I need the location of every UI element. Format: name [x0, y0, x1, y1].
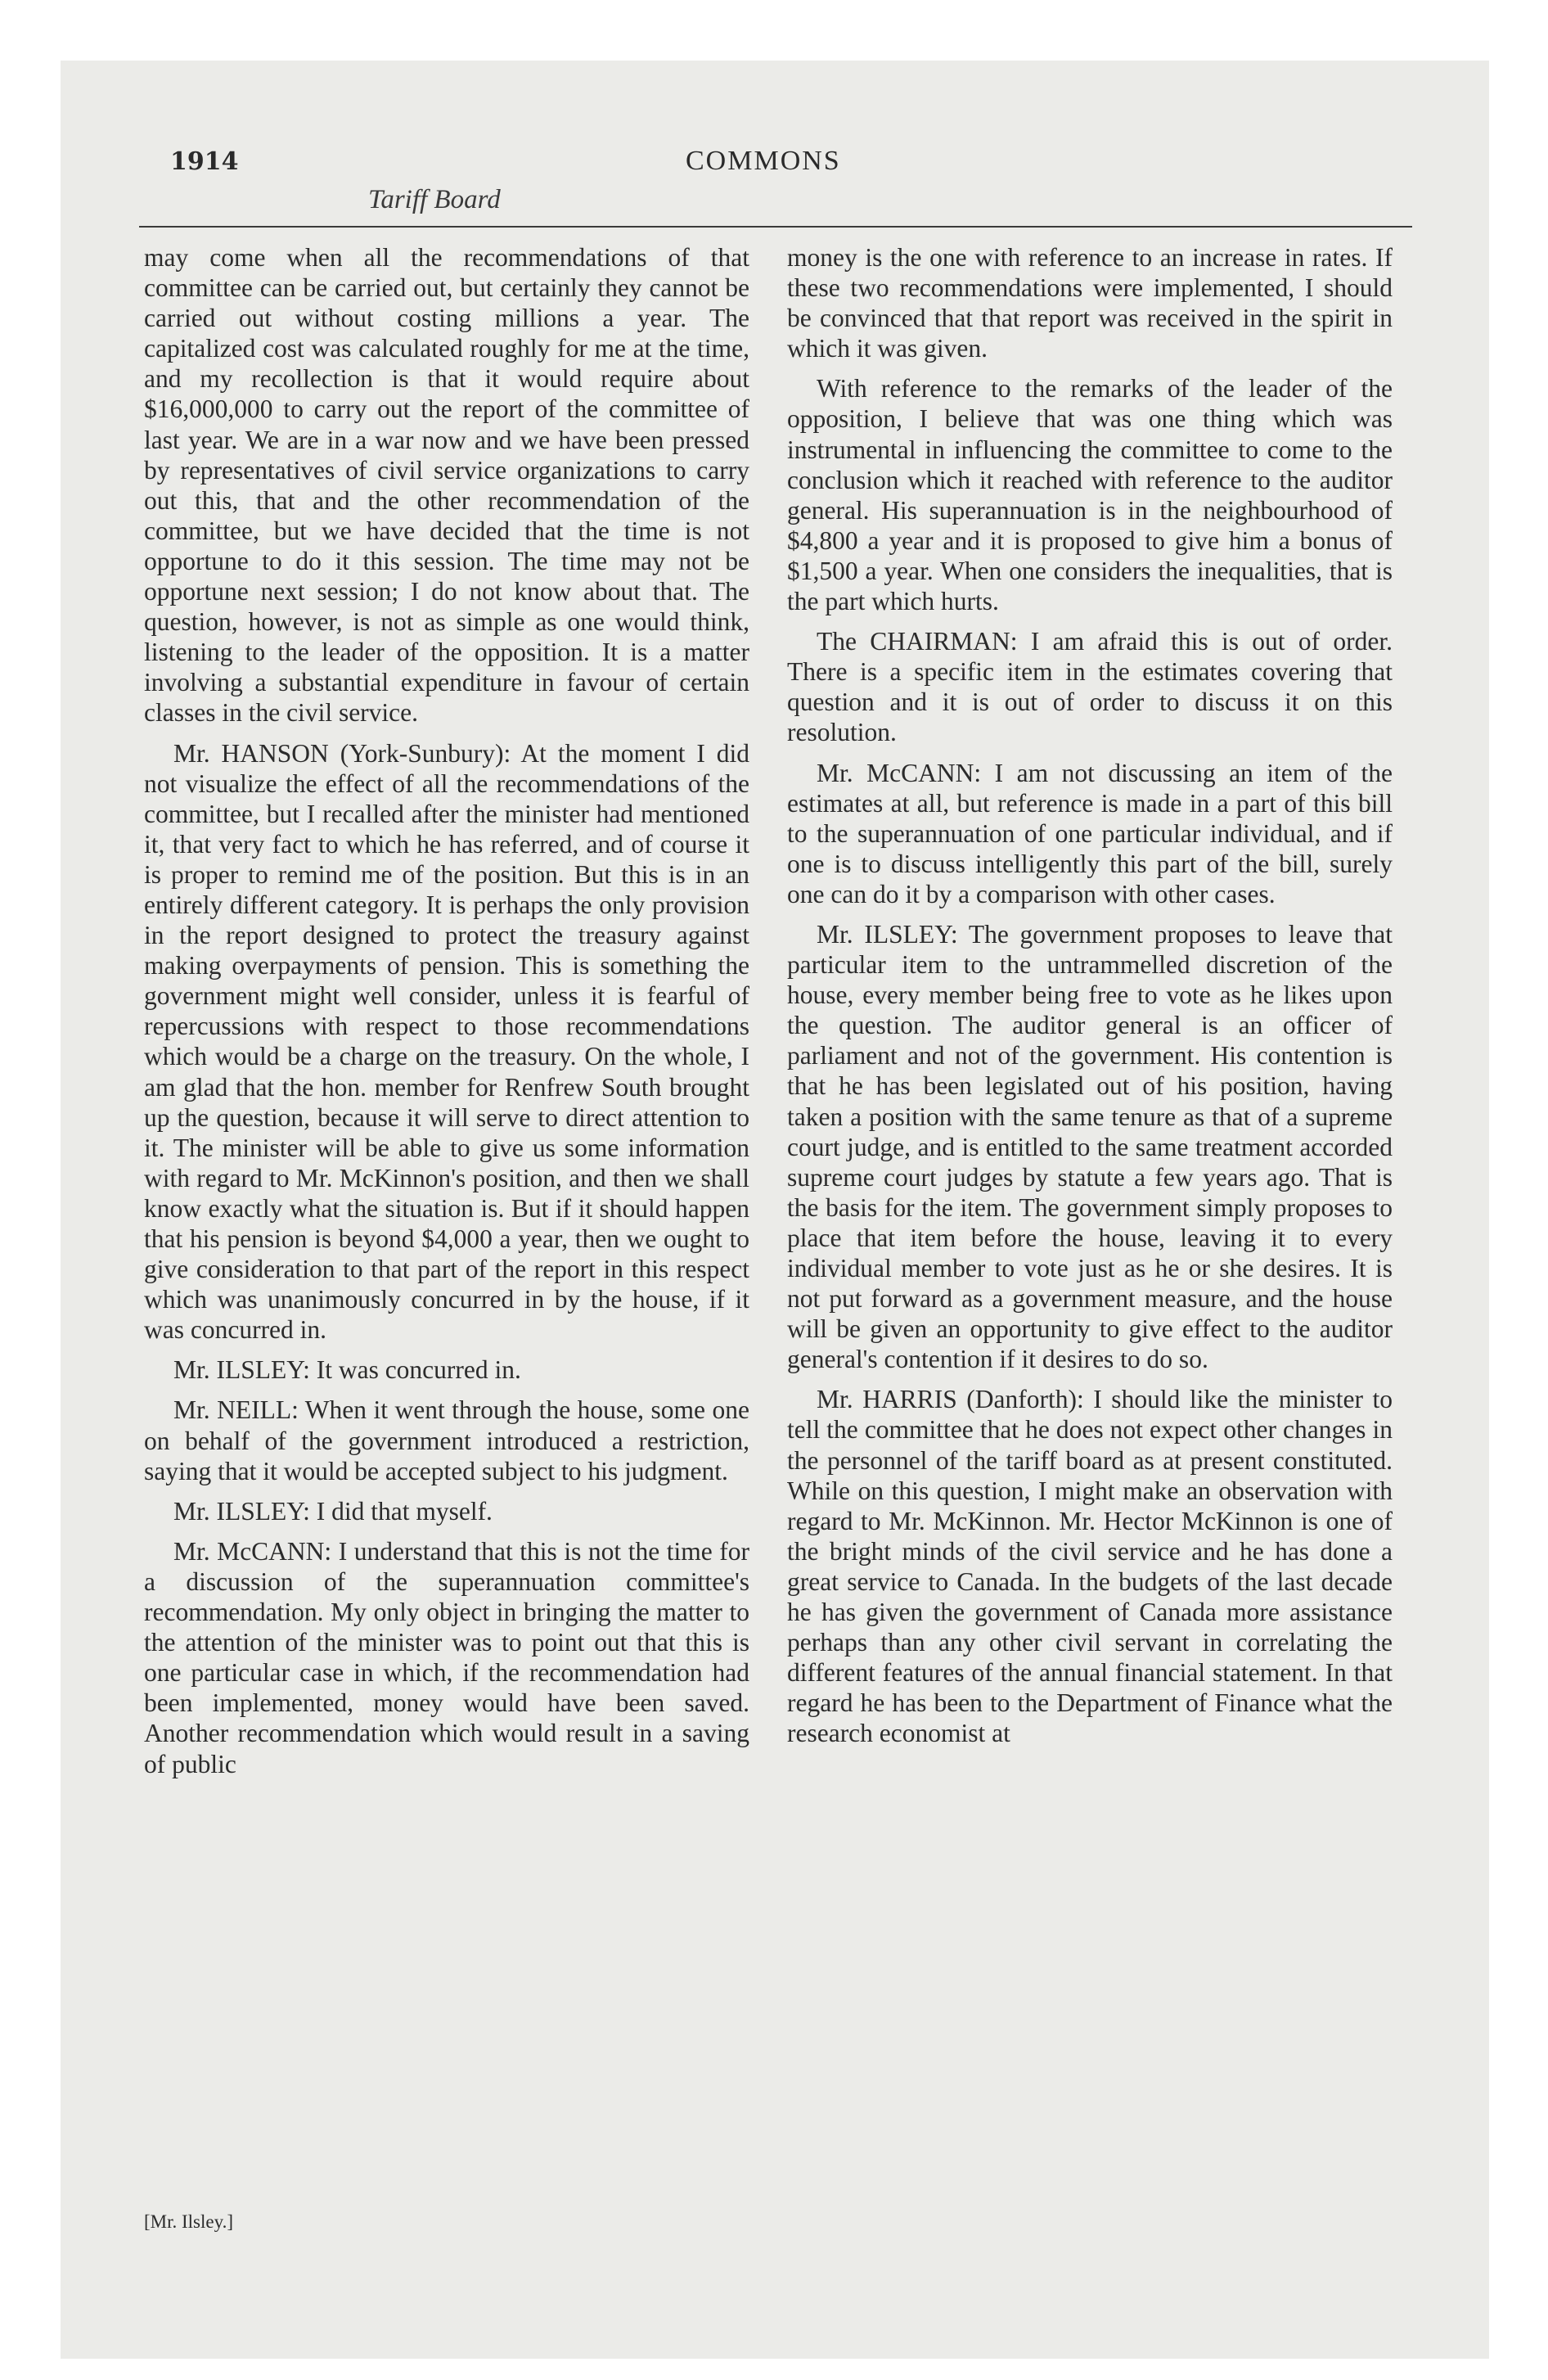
paragraph: Mr. ILSLEY: I did that myself. [173, 1496, 493, 1526]
paragraph: Mr. NEILL: When it went through the house, some one on behalf of the government introduced a restriction, saying that it would be accepted subject to his judgment. [144, 1395, 749, 1485]
paragraph: Mr. HARRIS (Danforth): I should like the minister to tell the committee that he does not expect other changes in the personnel of the tariff board as at present constituted. While on this question, I might make an observation with regard to Mr. McKinnon. Mr. Hector McKinnon is one of the bright minds of the civil service and he has done a great service to Canada. In the budgets of the last decade he has given the government of Canada more assistance perhaps than any other civil servant in correlating the different features of the annual financial statement. In that regard he has been to the Department of Finance what the research economist at [787, 1385, 1393, 1748]
paragraph: may come when all the recommendations of that committee can be carried out, but certainly they cannot be carried out without costing millions a year. The capitalized cost was calculated roughly for me at the time, and my recollection is that it would require about $16,000,000 to carry out the report of the committee of last year. We are in a war now and we have been pressed by representatives of civil service organizations to carry out this, that and the other recommendation of the committee, but we have decided that the time is not opportune to do it this session. The time may not be opportune next session; I do not know about that. The question, however, is not as simple as one would think, listening to the leader of the opposition. It is a matter involving a substantial expenditure in favour of certain classes in the civil service. [144, 243, 749, 728]
header-rule [139, 226, 1412, 228]
footer-speaker-note: [Mr. Ilsley.] [144, 2211, 234, 2232]
section-subtitle: Tariff Board [368, 185, 501, 214]
running-head: COMMONS [686, 146, 841, 176]
paragraph: Mr. HANSON (York-Sunbury): At the moment I did not visualize the effect of all the recommendations of the committee, but I recalled after the minister had mentioned it, that very fact to which he has referred, and of course it is proper to remind me of the position. But this is in an entirely different category. It is perhaps the only provision in the report designed to protect the treasury against making overpayments of pension. This is something the government might well consider, unless it is fearful of repercussions with respect to those recommendations which would be a charge on the treasury. On the whole, I am glad that the hon. member for Renfrew South brought up the question, because it will serve to direct attention to it. The minister will be able to give us some information with regard to Mr. McKinnon's position, and then we shall know exactly what the situation is. But if it should happen that his pension is beyond $4,000 a year, then we ought to give consideration to that part of the report in this respect which was unanimously concurred in by the house, if it was concurred in. [144, 738, 749, 1345]
right-column [787, 242, 1393, 1759]
paragraph: money is the one with reference to an increase in rates. If these two recommendations were implemented, I should be convinced that that report was received in the spirit in which it was given. [787, 243, 1393, 363]
left-column [144, 242, 749, 1789]
paragraph: Mr. McCANN: I understand that this is not the time for a discussion of the superannuation committee's recommendation. My only object in bringing the matter to the attention of the minister was to point out that this is one particular case in which, if the recommendation had been implemented, money would have been saved. Another recommendation which would result in a saving of public [144, 1536, 749, 1778]
paragraph: Mr. ILSLEY: The government proposes to leave that particular item to the untrammelled discretion of the house, every member being free to vote as he likes upon the question. The auditor general is an officer of parliament and not of the government. His contention is that he has been legislated out of his position, having taken a position with the same tenure as that of a supreme court judge, and is entitled to the same treatment accorded supreme court judges by statute a few years ago. That is the basis for the item. The government simply proposes to place that item before the house, leaving it to every individual member to vote just as he or she desires. It is not put forward as a government measure, and the house will be given an opportunity to give effect to the auditor general's contention if it desires to do so. [787, 919, 1393, 1374]
paragraph: Mr. ILSLEY: It was concurred in. [173, 1355, 521, 1385]
paragraph: Mr. McCANN: I am not discussing an item of the estimates at all, but reference is made in a part of this bill to the superannuation of one particular individual, and if one is to discuss intelligently this part of the bill, surely one can do it by a comparison with other cases. [787, 758, 1393, 908]
page-year: 1914 [170, 147, 239, 176]
paragraph: The CHAIRMAN: I am afraid this is out of order. There is a specific item in the estimates covering that question and it is out of order to discuss it on this resolution. [787, 627, 1393, 747]
paragraph: With reference to the remarks of the leader of the opposition, I believe that was one thing which was instrumental in influencing the committee to come to the conclusion which it reached with reference to the auditor general. His superannuation is in the neighbourhood of $4,800 a year and it is proposed to give him a bonus of $1,500 a year. When one considers the inequalities, that is the part which hurts. [787, 374, 1393, 616]
